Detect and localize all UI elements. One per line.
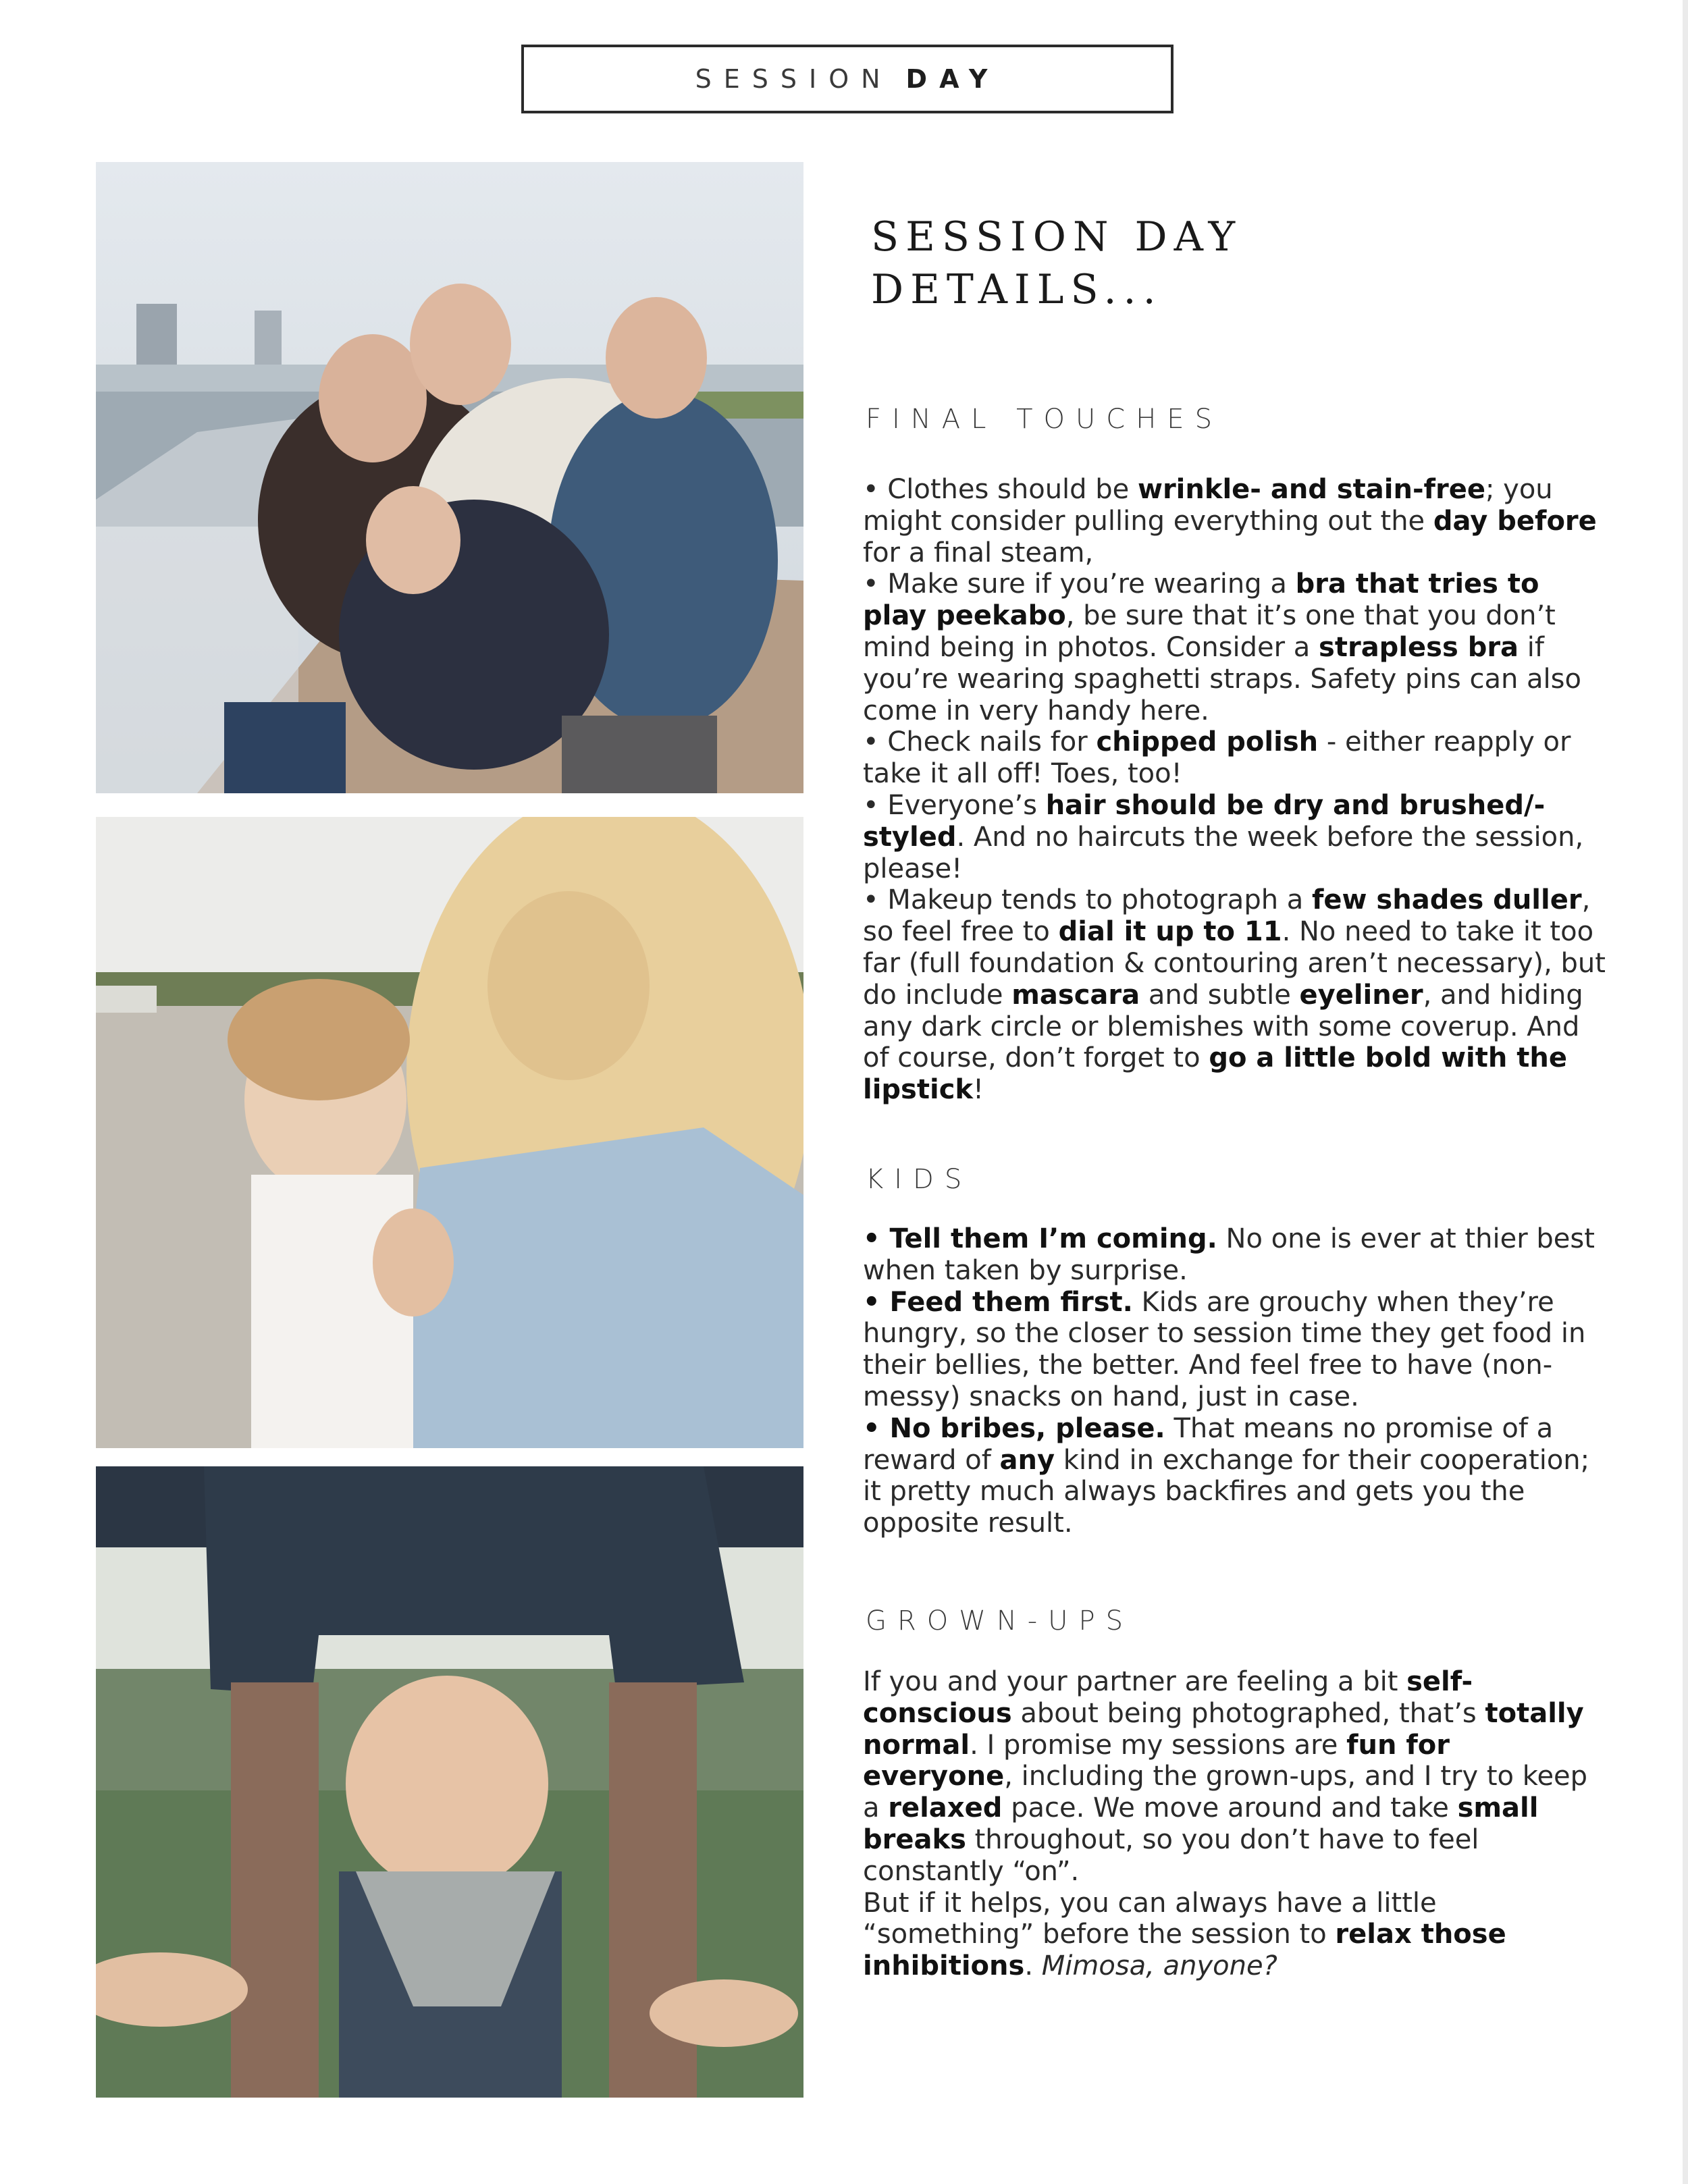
list-item: • Makeup tends to photograph a few shades duller, so feel free to dial it up to 11. No need to take it too far (full foundation & contouring aren’t necessary), but do include mascara and subtle eyeliner, and hiding any dark circle or blemishes with some coverup. And of course, don’t forget to go a little bold with the lipstick!	[863, 884, 1606, 1106]
baby-father-photo	[96, 1466, 803, 2098]
paragraph: If you and your partner are feeling a bit self-conscious about being photographed, that’s totally normal. I promise my sessions are fun for everyone, including the grown-ups, and I try to keep a relaxed pace. We move around and take small breaks throughout, so you don’t have to feel constantly “on”.	[863, 1666, 1588, 1887]
title-line-2: DETAILS...	[871, 266, 1163, 313]
baby-father-image	[96, 1466, 803, 2098]
kids-list	[863, 1223, 1606, 1539]
list-item: • Make sure if you’re wearing a bra that tries to play peekabo, be sure that it’s one that you don’t mind being in photos. Consider a strapless bra if you’re wearing spaghetti straps. Safety pins can also come in very handy here.	[863, 568, 1581, 726]
family-pier-image	[96, 162, 803, 793]
list-item: • Tell them I’m coming. No one is ever at thier best when taken by surprise.	[863, 1223, 1595, 1286]
list-item: • Check nails for chipped polish - either reapply or take it all off! Toes, too!	[863, 726, 1571, 790]
header-banner	[521, 45, 1173, 113]
mother-child-beach-photo	[96, 817, 803, 1448]
header-word-day: DAY	[905, 64, 1000, 94]
header-word-session: SESSION	[695, 64, 893, 94]
kids-heading: KIDS	[866, 1164, 973, 1195]
list-item: • Clothes should be wrinkle- and stain-free; you might consider pulling everything out the day before for a final steam,	[863, 474, 1597, 568]
page-title	[871, 211, 1614, 316]
grown-ups-heading: GROWN-UPS	[866, 1605, 1134, 1636]
family-pier-photo	[96, 162, 803, 793]
list-item: • Feed them first. Kids are grouchy when they’re hungry, so the closer to session time they get food in their bellies, the better. And feel free to have (non-messy) snacks on hand, just in case.	[863, 1286, 1586, 1412]
paragraph: But if it helps, you can always have a little “something” before the session to relax those inhibitions. Mimosa, anyone?	[863, 1887, 1506, 1982]
list-item: • No bribes, please. That means no promise of a reward of any kind in exchange for their cooperation; it pretty much always backfires and gets you the opposite result.	[863, 1412, 1590, 1539]
final-touches-list	[863, 474, 1606, 1106]
list-item: • Everyone’s hair should be dry and brushed/-styled. And no haircuts the week before the session, please!	[863, 789, 1584, 884]
title-line-1: SESSION DAY	[871, 213, 1242, 261]
mother-child-beach-image	[96, 817, 803, 1448]
grown-ups-text	[863, 1666, 1606, 1982]
final-touches-heading: FINAL TOUCHES	[866, 404, 1223, 435]
page-edge-strip	[1683, 0, 1688, 2184]
